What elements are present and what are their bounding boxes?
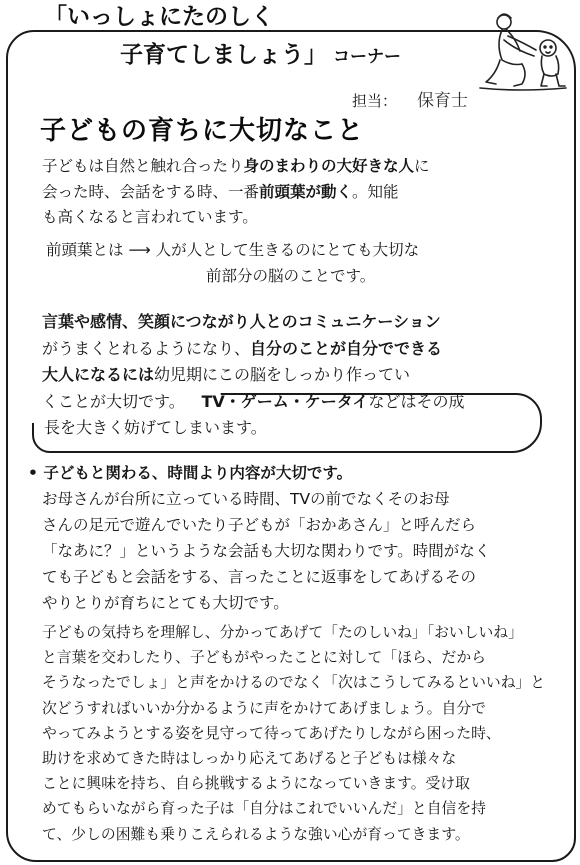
section-line-5: やりとりが育ちにとても大切です。 xyxy=(42,594,289,612)
intro-text: 。知能 xyxy=(352,182,399,201)
bullet-icon: • xyxy=(28,464,38,482)
closing-line-7: ことに興味を持ち、自ら挑戦するようになっていきます。受け取 xyxy=(42,775,470,793)
intro-emphasis: 前頭葉が動く xyxy=(259,182,353,201)
intro-line-3: も高くなると言われています。 xyxy=(42,208,258,226)
emphasis-line-1: 言葉や感情、笑顔につながり人とのコミュニケーション xyxy=(42,312,441,331)
emphasis-strong: 自分のことが自分でできる xyxy=(250,338,443,358)
closing-line-2: と言葉を交わしたり、子どもがやったことに対して「ほら、だから xyxy=(42,649,486,667)
section-title xyxy=(28,460,552,486)
emphasis-line-2 xyxy=(42,336,552,363)
closing-line-3: そうなったでしょ」と声をかけるのでなく「次はこうしてみるといいね」と xyxy=(42,674,546,692)
closing-line-6: 助けを求めてきた時はしっかり応えてあげると子どもは様々な xyxy=(42,750,457,768)
title-line-1: 「いっしょにたのしく xyxy=(44,4,274,30)
definition-paragraph xyxy=(46,238,556,289)
closing-line-9: て、少しの困難も乗りこえられるような強い心が育ってきます。 xyxy=(42,825,470,843)
staff-name: 保育士 xyxy=(417,91,469,111)
closing-line-4: 次どうすればいいか分かるように声をかけてあげましょう。自分で xyxy=(42,699,486,717)
staff-credit xyxy=(352,86,468,111)
section-line-2: さんの足元で遊んでいたり子どもが「おかあさん」と呼んだら xyxy=(42,516,477,534)
intro-text: 会った時、会話をする時、一番 xyxy=(42,182,260,201)
section-line-4: ても子どもと会話をする、言ったことに返事をしてあげるその xyxy=(42,568,477,586)
intro-line-1 xyxy=(42,154,552,180)
closing-line-5: やってみようとする姿を見守って待ってあげたりしながら困った時、 xyxy=(42,724,501,742)
intro-emphasis: 身のまわりの大好きな人 xyxy=(243,157,415,175)
definition-line-1 xyxy=(46,238,556,264)
emphasis-text: などはその成 xyxy=(368,391,465,411)
arrow-icon: ⟶ xyxy=(128,241,151,259)
parent-child-illustration xyxy=(474,8,570,94)
title-line-2 xyxy=(120,44,401,67)
title-line-2-text: 子育てしましょう」 xyxy=(120,42,327,68)
main-heading: 子どもの育ちに大切なこと xyxy=(40,116,365,146)
tv-game-phone: TV・ゲーム・ケータイ xyxy=(201,391,369,411)
emphasis-text: がうまくとれるようになり、 xyxy=(42,338,251,358)
emphasis-text: くことが大切です。 xyxy=(42,391,185,411)
corner-label: コーナー xyxy=(333,47,401,67)
intro-paragraph xyxy=(42,154,552,231)
closing-paragraph xyxy=(42,620,552,847)
intro-text: に xyxy=(414,157,430,175)
definition-text: 人が人として生きるのにとても大切な xyxy=(155,241,420,259)
emphasis-text: 幼児期にこの脳をしっかり作ってい xyxy=(154,365,411,384)
section-line-1: お母さんが台所に立っている時間、TVの前でなくそのお母 xyxy=(42,490,450,508)
closing-line-1: 子どもの気持ちを理解し、分かってあげて「たのしいね」「おいしいね」 xyxy=(42,624,523,641)
intro-text: 子どもは自然と触れ合ったり xyxy=(42,157,244,175)
staff-label: 担当： xyxy=(352,92,398,110)
section-line-3: 「なあに？」というような会話も大切な関わりです。時間がなく xyxy=(42,542,491,560)
emphasis-line-3 xyxy=(42,362,552,389)
intro-line-2 xyxy=(42,180,552,206)
section-paragraph xyxy=(28,460,552,616)
closing-line-8: めてもらいながら育った子は「自分はこれでいいんだ」と自信を持 xyxy=(42,800,486,818)
definition-line-2: 前部分の脳のことです。 xyxy=(206,266,376,285)
definition-label: 前頭葉とは xyxy=(46,241,124,259)
section-title-text: 子どもと関わる、時間より内容が大切です。 xyxy=(43,464,353,482)
emphasis-line-5: 長を大きく妨げてしまいます。 xyxy=(44,418,267,437)
emphasis-strong: 大人になるには xyxy=(42,365,155,384)
